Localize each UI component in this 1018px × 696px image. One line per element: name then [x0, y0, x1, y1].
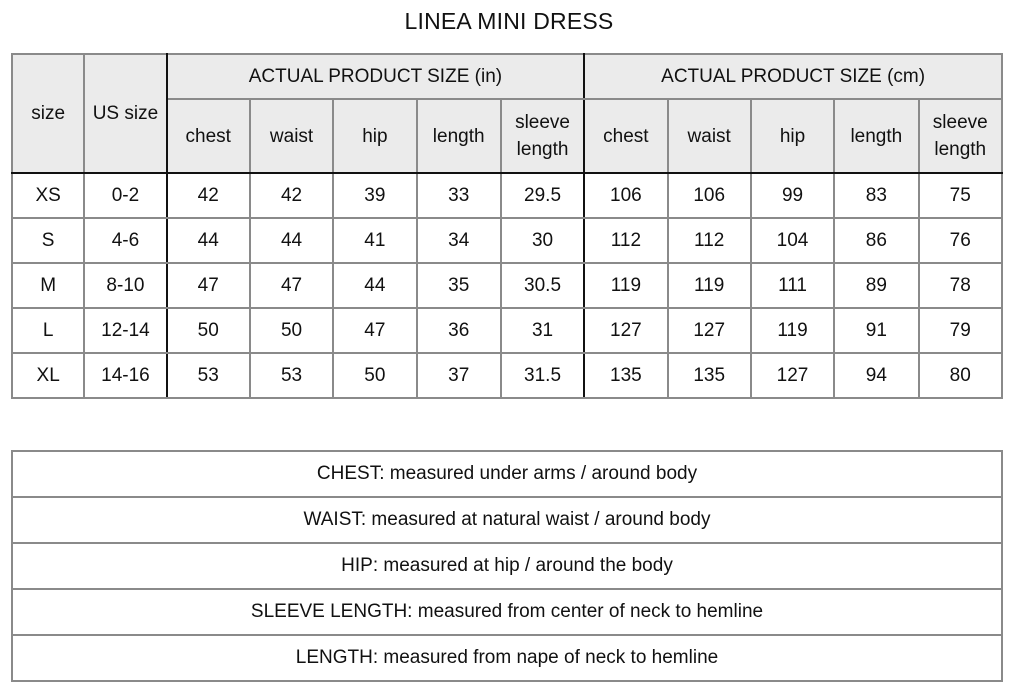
in-length-header: length [417, 99, 501, 173]
us-size-cell: 14-16 [84, 353, 166, 398]
cm-hip-header: hip [751, 99, 834, 173]
in-waist-header: waist [250, 99, 333, 173]
in-hip-cell: 41 [333, 218, 416, 263]
us-size-cell: 8-10 [84, 263, 166, 308]
definition-row [12, 497, 1002, 543]
cm-waist-cell: 127 [668, 308, 751, 353]
inches-group-header: ACTUAL PRODUCT SIZE (in) [167, 54, 585, 99]
in-chest-header: chest [167, 99, 250, 173]
us-size-header: US size [84, 54, 166, 173]
definition-text: LENGTH: measured from nape of neck to hemline [12, 635, 1002, 681]
cm-hip-cell: 127 [751, 353, 834, 398]
size-cell: L [12, 308, 84, 353]
cm-length-cell: 94 [834, 353, 918, 398]
cm-chest-header: chest [584, 99, 667, 173]
cm-length-cell: 86 [834, 218, 918, 263]
table-row [12, 353, 1002, 398]
cm-waist-cell: 112 [668, 218, 751, 263]
in-chest-cell: 47 [167, 263, 250, 308]
cm-waist-cell: 106 [668, 173, 751, 218]
in-hip-cell: 50 [333, 353, 416, 398]
in-sleeve-length-cell: 31.5 [501, 353, 584, 398]
table-row [12, 218, 1002, 263]
definition-text: CHEST: measured under arms / around body [12, 451, 1002, 497]
in-hip-header: hip [333, 99, 416, 173]
cm-sleeve-length-cell: 79 [919, 308, 1003, 353]
size-cell: XS [12, 173, 84, 218]
definition-row [12, 635, 1002, 681]
size-cell: S [12, 218, 84, 263]
cm-hip-cell: 99 [751, 173, 834, 218]
in-chest-cell: 44 [167, 218, 250, 263]
definition-text: WAIST: measured at natural waist / around body [12, 497, 1002, 543]
in-length-cell: 34 [417, 218, 501, 263]
cm-hip-cell: 119 [751, 308, 834, 353]
table-row [12, 173, 1002, 218]
in-chest-cell: 50 [167, 308, 250, 353]
cm-group-header: ACTUAL PRODUCT SIZE (cm) [584, 54, 1002, 99]
table-row [12, 308, 1002, 353]
in-length-cell: 33 [417, 173, 501, 218]
table-row [12, 263, 1002, 308]
in-waist-cell: 50 [250, 308, 333, 353]
in-waist-cell: 42 [250, 173, 333, 218]
size-table-header-row [12, 54, 1002, 99]
cm-sleeve-length-cell: 80 [919, 353, 1003, 398]
cm-hip-cell: 111 [751, 263, 834, 308]
in-sleeve-length-header: sleeve length [501, 99, 584, 173]
cm-chest-cell: 135 [584, 353, 667, 398]
size-cell: XL [12, 353, 84, 398]
cm-hip-cell: 104 [751, 218, 834, 263]
cm-chest-cell: 127 [584, 308, 667, 353]
cm-waist-header: waist [668, 99, 751, 173]
cm-waist-cell: 119 [668, 263, 751, 308]
cm-sleeve-length-header: sleeve length [919, 99, 1003, 173]
definition-row [12, 543, 1002, 589]
in-sleeve-length-cell: 30.5 [501, 263, 584, 308]
cm-length-cell: 91 [834, 308, 918, 353]
measurement-definitions-table [11, 450, 1003, 682]
in-sleeve-length-cell: 29.5 [501, 173, 584, 218]
definition-row [12, 451, 1002, 497]
in-waist-cell: 53 [250, 353, 333, 398]
cm-sleeve-length-cell: 76 [919, 218, 1003, 263]
cm-length-header: length [834, 99, 918, 173]
us-size-cell: 4-6 [84, 218, 166, 263]
in-sleeve-length-cell: 31 [501, 308, 584, 353]
cm-sleeve-length-cell: 78 [919, 263, 1003, 308]
definition-row [12, 589, 1002, 635]
in-length-cell: 35 [417, 263, 501, 308]
in-length-cell: 37 [417, 353, 501, 398]
cm-chest-cell: 119 [584, 263, 667, 308]
in-sleeve-length-cell: 30 [501, 218, 584, 263]
in-chest-cell: 53 [167, 353, 250, 398]
in-waist-cell: 47 [250, 263, 333, 308]
size-header: size [12, 54, 84, 173]
definition-text: SLEEVE LENGTH: measured from center of neck to hemline [12, 589, 1002, 635]
page-title: LINEA MINI DRESS [404, 8, 614, 34]
cm-waist-cell: 135 [668, 353, 751, 398]
cm-chest-cell: 112 [584, 218, 667, 263]
definition-text: HIP: measured at hip / around the body [12, 543, 1002, 589]
cm-chest-cell: 106 [584, 173, 667, 218]
in-chest-cell: 42 [167, 173, 250, 218]
in-waist-cell: 44 [250, 218, 333, 263]
cm-sleeve-length-cell: 75 [919, 173, 1003, 218]
us-size-cell: 12-14 [84, 308, 166, 353]
size-cell: M [12, 263, 84, 308]
cm-length-cell: 83 [834, 173, 918, 218]
in-hip-cell: 47 [333, 308, 416, 353]
in-length-cell: 36 [417, 308, 501, 353]
in-hip-cell: 44 [333, 263, 416, 308]
size-chart-table [11, 53, 1003, 399]
us-size-cell: 0-2 [84, 173, 166, 218]
in-hip-cell: 39 [333, 173, 416, 218]
cm-length-cell: 89 [834, 263, 918, 308]
